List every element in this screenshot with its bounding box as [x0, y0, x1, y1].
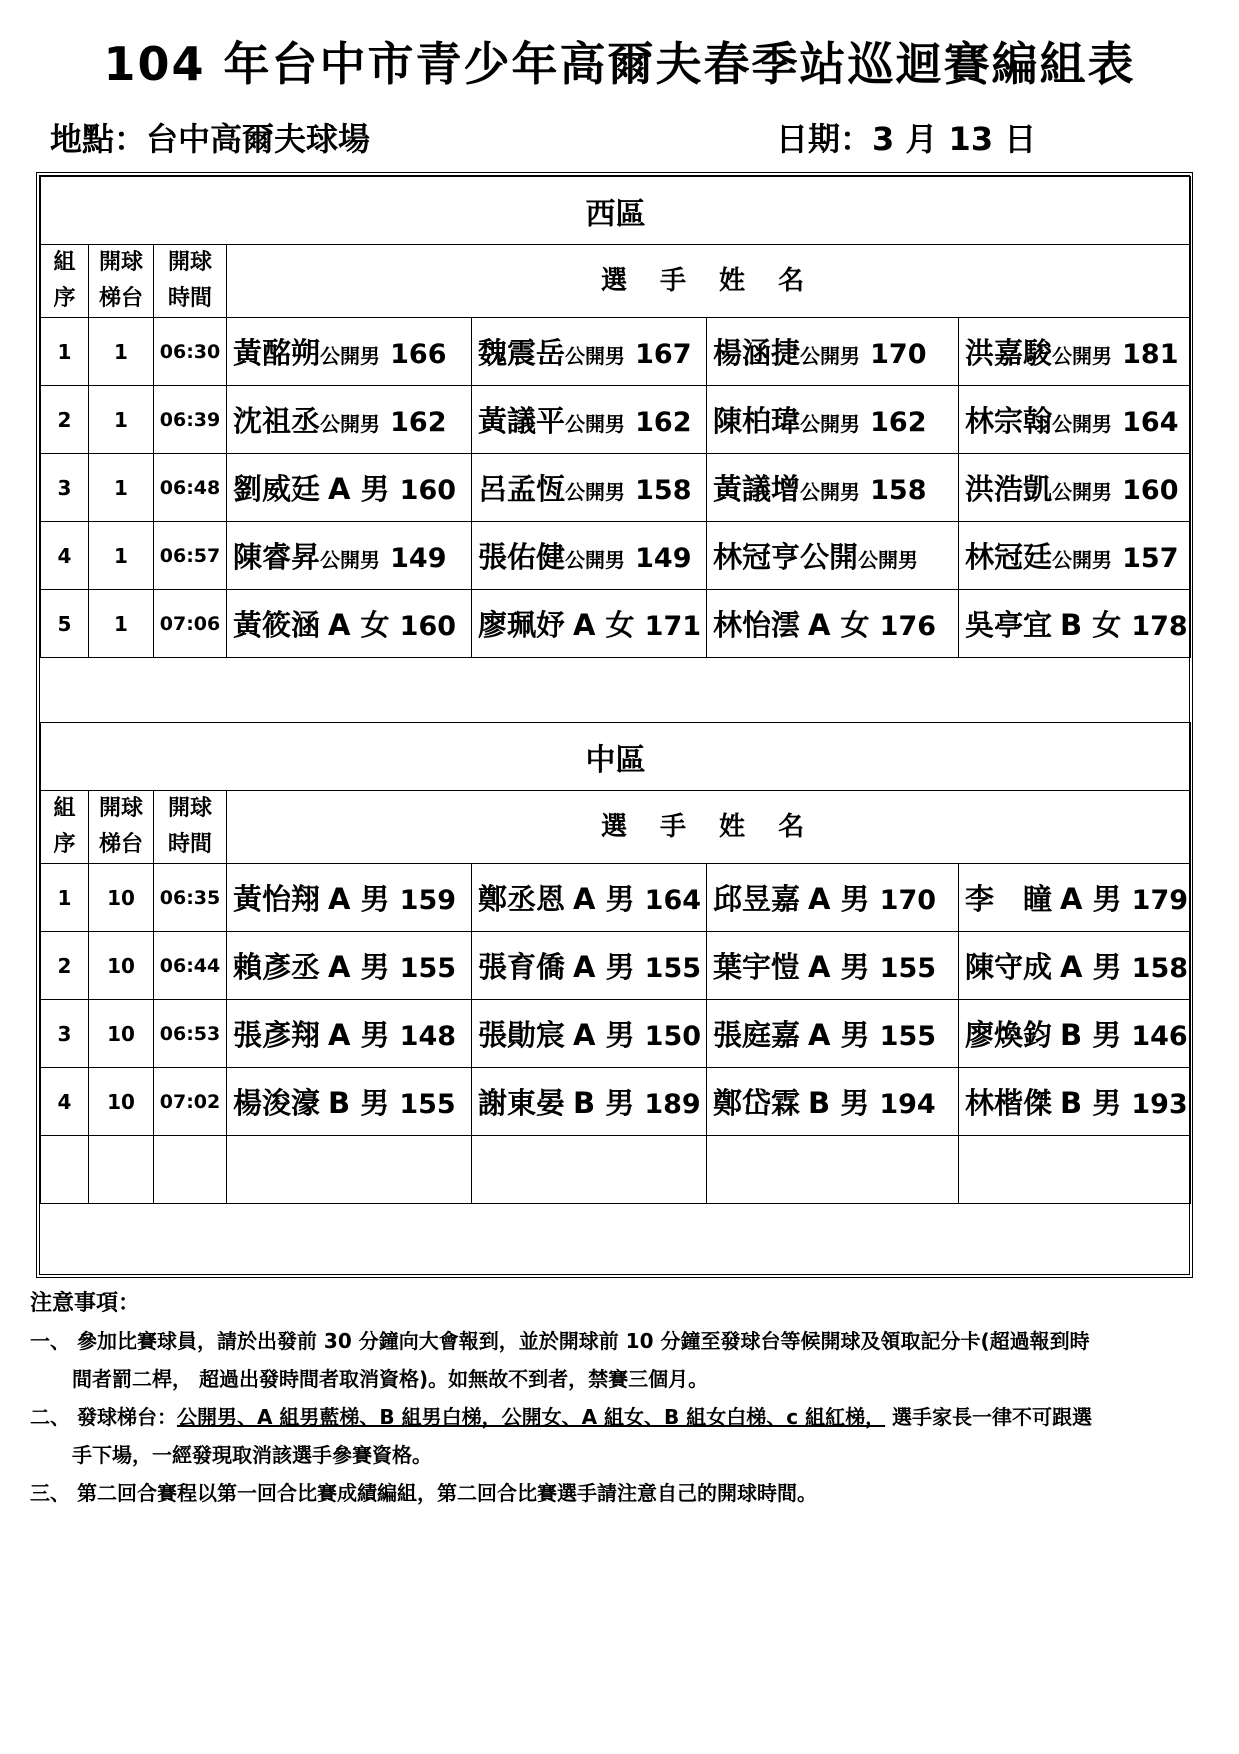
player-category: B 男 [1060, 1018, 1122, 1052]
player-name: 林冠亨公開 [713, 540, 859, 574]
player-category: 公開男 [320, 344, 381, 368]
player-category: 公開男 [320, 412, 381, 436]
empty-cell [707, 1136, 959, 1204]
note-3: 三、 第二回合賽程以第一回合比賽成績編組，第二回合比賽選手請注意自己的開球時間。 [30, 1481, 817, 1505]
player-cell [707, 864, 959, 932]
player-category: 公開男 [1052, 548, 1113, 572]
tee-header-line: 開球 [98, 250, 143, 275]
player-name: 劉威廷 [233, 472, 321, 506]
player-cell [472, 454, 707, 522]
player-name: 葉宇愷 [713, 950, 801, 984]
player-name: 楊涵捷 [713, 336, 801, 370]
player-score: 178 [1131, 611, 1188, 642]
group-number: 1 [41, 318, 89, 386]
player-score: 162 [870, 407, 927, 438]
tee-time-header-line: 時間 [167, 286, 212, 311]
player-names-header: 選 手 姓 名 [227, 791, 1191, 864]
table-row [41, 1000, 1191, 1068]
tee-number: 1 [89, 318, 154, 386]
player-cell [472, 1000, 707, 1068]
player-cell [472, 932, 707, 1000]
player-score: 149 [390, 543, 447, 574]
central-region-table [40, 722, 1191, 1204]
player-category: 公開男 [1052, 344, 1113, 368]
player-cell [472, 318, 707, 386]
player-score: 166 [390, 339, 447, 370]
player-category: A 男 [328, 1018, 390, 1052]
player-score: 162 [390, 407, 447, 438]
player-score: 158 [1131, 953, 1189, 984]
empty-cell [41, 1136, 89, 1204]
player-score: 149 [635, 543, 692, 574]
tee-time-header [154, 791, 227, 864]
player-score: 158 [635, 475, 692, 506]
player-name: 李 瞳 [965, 882, 1053, 916]
player-category: 公開男 [1052, 480, 1113, 504]
empty-cell [959, 1136, 1191, 1204]
player-category: A 女 [328, 608, 390, 642]
player-name: 魏震岳 [478, 336, 566, 370]
player-cell [707, 386, 959, 454]
player-score: 160 [399, 611, 457, 642]
group-number: 3 [41, 454, 89, 522]
tee-time-header-line: 時間 [167, 832, 212, 857]
note-1-line-2: 間者罰二桿， 超過出發時間者取消資格)。如無故不到者，禁賽三個月。 [72, 1367, 709, 1391]
group-order-header-line: 組 [53, 250, 76, 275]
player-category: B 男 [328, 1086, 390, 1120]
central-region-body [41, 723, 1191, 1204]
table-row [41, 522, 1191, 590]
group-number: 1 [41, 864, 89, 932]
player-score: 167 [635, 339, 692, 370]
empty-cell [472, 1136, 707, 1204]
player-cell [959, 932, 1191, 1000]
player-name: 林楷傑 [965, 1086, 1053, 1120]
player-category: 公開男 [565, 548, 626, 572]
player-name: 黃議平 [478, 404, 566, 438]
tee-time: 07:06 [154, 590, 227, 658]
player-name: 黃議增 [713, 472, 801, 506]
tee-time: 06:53 [154, 1000, 227, 1068]
group-number: 4 [41, 1068, 89, 1136]
group-number: 2 [41, 932, 89, 1000]
note-2-prefix: 二、 發球梯台： [30, 1405, 177, 1429]
player-category: A 男 [573, 1018, 635, 1052]
location-label: 地點：台中高爾夫球場 [50, 120, 371, 158]
player-category: 公開男 [565, 344, 626, 368]
player-name: 廖珮妤 [478, 608, 566, 642]
player-name: 呂孟恆 [478, 472, 566, 506]
player-cell [959, 590, 1191, 658]
player-name: 黃酩朔 [233, 336, 321, 370]
player-cell [959, 1000, 1191, 1068]
player-name: 林怡澐 [713, 608, 801, 642]
player-category: A 男 [328, 882, 390, 916]
empty-cell [89, 1136, 154, 1204]
player-cell [707, 1068, 959, 1136]
player-score: 162 [635, 407, 692, 438]
player-category: A 男 [808, 1018, 870, 1052]
table-row [41, 864, 1191, 932]
player-cell [472, 590, 707, 658]
player-score: 150 [644, 1021, 702, 1052]
player-category: 公開男 [858, 548, 919, 572]
player-category: 公開男 [800, 344, 861, 368]
player-score: 155 [879, 1021, 937, 1052]
table-row [41, 590, 1191, 658]
note-2-line-1 [30, 1398, 1092, 1436]
player-score: 160 [399, 475, 457, 506]
player-name: 沈祖丞 [233, 404, 321, 438]
player-name: 陳睿昇 [233, 540, 321, 574]
player-category: A 男 [808, 950, 870, 984]
group-number: 3 [41, 1000, 89, 1068]
player-name: 鄭丞恩 [478, 882, 566, 916]
player-cell [227, 590, 472, 658]
note-1-line-1: 一、 參加比賽球員，請於出發前 30 分鐘向大會報到，並於開球前 10 分鐘至發球台等候開球及領取記分卡(超過報到時 [30, 1329, 1090, 1353]
player-cell [707, 454, 959, 522]
tee-number: 10 [89, 1000, 154, 1068]
player-category: 公開男 [1052, 412, 1113, 436]
notes-title: 注意事項： [30, 1291, 141, 1316]
player-cell [959, 318, 1191, 386]
player-category: 公開男 [565, 480, 626, 504]
tee-number: 1 [89, 454, 154, 522]
player-category: B 男 [1060, 1086, 1122, 1120]
player-cell [959, 1068, 1191, 1136]
player-name: 陳柏瑋 [713, 404, 801, 438]
note-2-suffix: 選手家長一律不可跟選 [885, 1405, 1093, 1429]
player-score: 155 [644, 953, 702, 984]
group-number: 5 [41, 590, 89, 658]
group-order-header [41, 245, 89, 318]
tee-header-line: 開球 [98, 796, 143, 821]
group-number: 4 [41, 522, 89, 590]
page-title: 104 年台中市青少年高爾夫春季站巡迴賽編組表 [103, 37, 1136, 91]
player-name: 陳守成 [965, 950, 1053, 984]
tee-header [89, 245, 154, 318]
west-region-body [41, 177, 1191, 658]
player-name: 洪浩凱 [965, 472, 1053, 506]
player-score: 155 [879, 953, 937, 984]
player-category: A 男 [573, 950, 635, 984]
player-name: 張育僑 [478, 950, 566, 984]
player-score: 148 [399, 1021, 457, 1052]
player-cell [227, 522, 472, 590]
player-cell [227, 1000, 472, 1068]
player-score: 155 [399, 1089, 456, 1120]
empty-cell [227, 1136, 472, 1204]
player-category: A 女 [573, 608, 635, 642]
player-name: 洪嘉駿 [965, 336, 1053, 370]
player-cell [227, 864, 472, 932]
tee-number: 10 [89, 1068, 154, 1136]
player-name: 張彥翔 [233, 1018, 321, 1052]
player-cell [227, 932, 472, 1000]
player-name: 黃筱涵 [233, 608, 321, 642]
player-category: B 男 [808, 1086, 870, 1120]
player-category: A 男 [328, 950, 390, 984]
player-name: 楊浚濠 [233, 1086, 321, 1120]
player-cell [227, 318, 472, 386]
tee-time: 06:39 [154, 386, 227, 454]
player-score: 193 [1131, 1089, 1188, 1120]
group-order-header [41, 791, 89, 864]
tee-header [89, 791, 154, 864]
tee-time-header-line: 開球 [167, 796, 212, 821]
player-name: 鄭岱霖 [713, 1086, 801, 1120]
west-region-table [40, 176, 1191, 658]
region-header-row [41, 723, 1191, 791]
player-score: 189 [644, 1089, 701, 1120]
empty-table-row [41, 1136, 1191, 1204]
player-category: 公開男 [565, 412, 626, 436]
player-cell [227, 1068, 472, 1136]
tee-time: 06:48 [154, 454, 227, 522]
player-cell [959, 386, 1191, 454]
player-score: 176 [879, 611, 937, 642]
player-score: 159 [399, 885, 457, 916]
player-score: 194 [879, 1089, 936, 1120]
player-category: B 男 [573, 1086, 635, 1120]
player-names-header: 選 手 姓 名 [227, 245, 1191, 318]
column-header-row [41, 245, 1191, 318]
player-score: 160 [1122, 475, 1179, 506]
player-cell [472, 386, 707, 454]
player-cell [959, 522, 1191, 590]
tee-time: 06:57 [154, 522, 227, 590]
player-category: 公開男 [320, 548, 381, 572]
player-cell [472, 1068, 707, 1136]
player-name: 廖煥鈞 [965, 1018, 1053, 1052]
tee-time-header-line: 開球 [167, 250, 212, 275]
player-score: 146 [1131, 1021, 1188, 1052]
player-cell [959, 454, 1191, 522]
region-name: 西區 [41, 177, 1191, 245]
player-score: 158 [870, 475, 927, 506]
player-name: 謝東晏 [478, 1086, 566, 1120]
player-score: 181 [1122, 339, 1179, 370]
player-cell [472, 522, 707, 590]
player-score: 157 [1122, 543, 1179, 574]
note-2 [30, 1398, 1092, 1474]
date-label: 日期：3 月 13 日 [776, 120, 1037, 158]
player-score: 170 [870, 339, 927, 370]
tee-number: 1 [89, 590, 154, 658]
player-name: 邱昱嘉 [713, 882, 801, 916]
tee-number: 10 [89, 932, 154, 1000]
player-category: 公開男 [800, 480, 861, 504]
group-order-header-line: 組 [53, 796, 76, 821]
group-order-header-line: 序 [53, 286, 76, 311]
table-row [41, 454, 1191, 522]
tee-time: 07:02 [154, 1068, 227, 1136]
table-row [41, 1068, 1191, 1136]
table-row [41, 932, 1191, 1000]
player-category: A 男 [1060, 882, 1122, 916]
player-cell [707, 522, 959, 590]
note-2-tee-colors: 公開男、A 組男藍梯、B 組男白梯，公開女、A 組女、B 組女白梯、c 組紅梯， [176, 1405, 886, 1429]
group-number: 2 [41, 386, 89, 454]
note-2-line-2: 手下場，一經發現取消該選手參賽資格。 [72, 1443, 432, 1467]
player-score: 164 [1122, 407, 1179, 438]
player-category: A 男 [328, 472, 390, 506]
player-name: 賴彥丞 [233, 950, 321, 984]
note-1 [30, 1322, 1090, 1398]
player-score: 155 [399, 953, 457, 984]
region-header-row [41, 177, 1191, 245]
player-category: A 男 [808, 882, 870, 916]
column-header-row [41, 791, 1191, 864]
tee-time-header [154, 245, 227, 318]
tee-header-line: 梯台 [98, 286, 143, 311]
player-category: A 男 [1060, 950, 1122, 984]
player-category: A 男 [573, 882, 635, 916]
region-name: 中區 [41, 723, 1191, 791]
player-cell [959, 864, 1191, 932]
player-name: 林宗翰 [965, 404, 1053, 438]
player-cell [227, 386, 472, 454]
player-category: 公開男 [800, 412, 861, 436]
tee-number: 10 [89, 864, 154, 932]
tee-time: 06:30 [154, 318, 227, 386]
tee-time: 06:35 [154, 864, 227, 932]
player-cell [227, 454, 472, 522]
table-row [41, 318, 1191, 386]
table-row [41, 386, 1191, 454]
player-score: 170 [879, 885, 937, 916]
player-category: B 女 [1060, 608, 1122, 642]
player-name: 張勛宸 [478, 1018, 566, 1052]
tee-number: 1 [89, 522, 154, 590]
player-name: 吳亭宜 [965, 608, 1053, 642]
player-cell [707, 318, 959, 386]
tee-header-line: 梯台 [98, 832, 143, 857]
player-category: A 女 [808, 608, 870, 642]
player-cell [707, 932, 959, 1000]
empty-cell [154, 1136, 227, 1204]
player-name: 張庭嘉 [713, 1018, 801, 1052]
player-score: 164 [644, 885, 702, 916]
player-name: 林冠廷 [965, 540, 1053, 574]
player-cell [707, 590, 959, 658]
tee-number: 1 [89, 386, 154, 454]
player-score: 179 [1131, 885, 1189, 916]
tee-time: 06:44 [154, 932, 227, 1000]
group-order-header-line: 序 [53, 832, 76, 857]
player-score: 171 [644, 611, 702, 642]
player-name: 黃怡翔 [233, 882, 321, 916]
player-cell [472, 864, 707, 932]
player-name: 張佑健 [478, 540, 566, 574]
player-cell [707, 1000, 959, 1068]
